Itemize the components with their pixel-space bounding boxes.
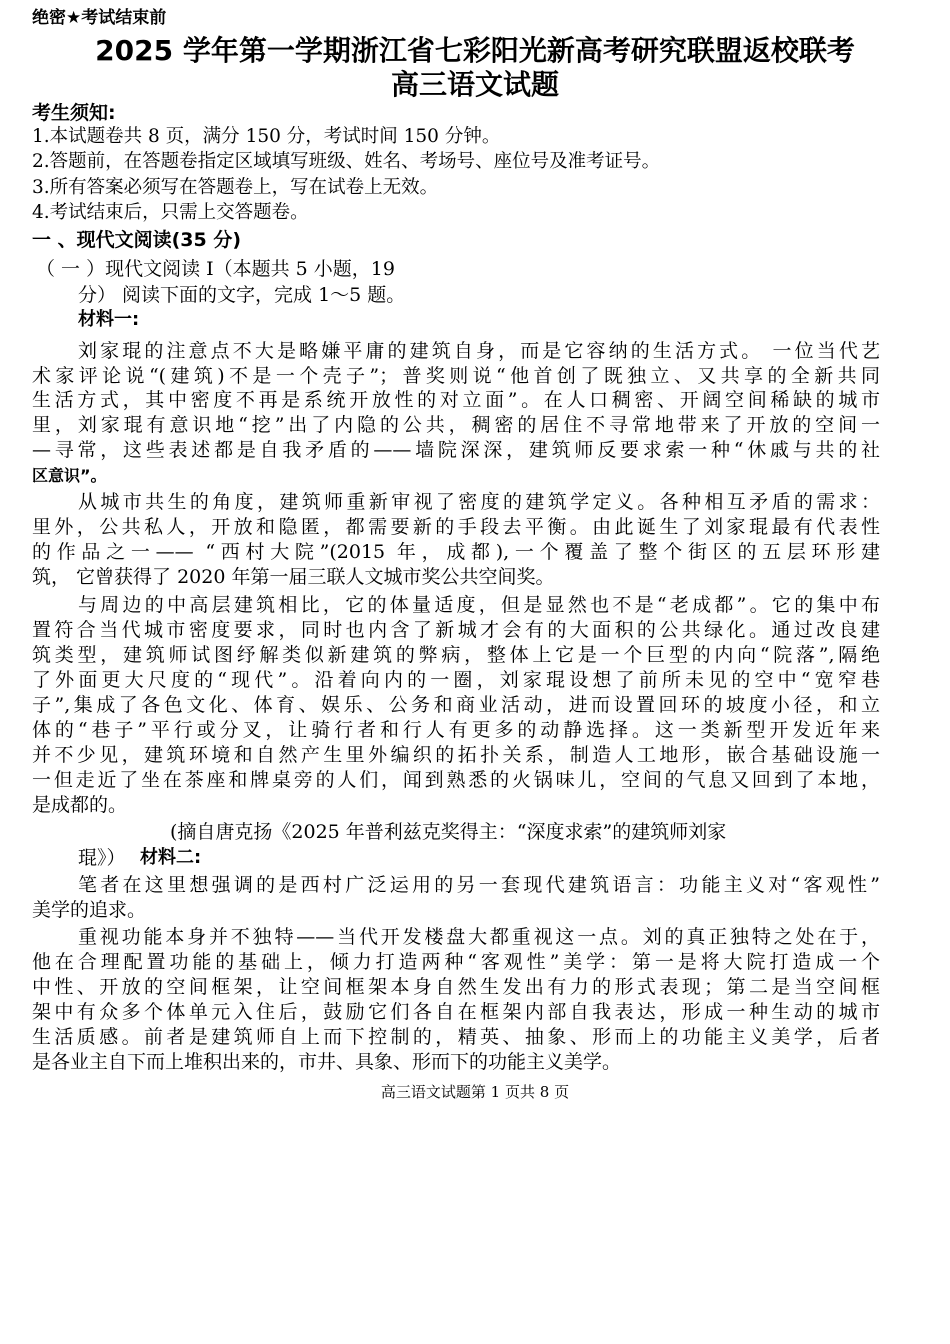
paragraph-line: 筑类型，建筑师试图纾解类似新建筑的弊病，整体上它是一个巨型的内向“院落”,隔绝 (32, 644, 880, 666)
material2-label: 材料二: (140, 847, 202, 868)
paragraph-line: —寻常，这些表述都是自我矛盾的——墙院深深，建筑师反要求索一种“休戚与共的社 (32, 439, 880, 461)
paragraph-line: 美学的追求。 (32, 899, 147, 921)
paragraph-line: 是成都的。 (32, 794, 128, 816)
paragraph-line: 从城市共生的角度，建筑师重新审视了密度的建筑学定义。各种相互矛盾的需求： (78, 491, 880, 513)
paragraph-line: 他在合理配置功能的基础上，倾力打造两种“客观性”美学：第一是将大院打造成一个 (32, 951, 880, 973)
paragraph-line: 刘家琨的注意点不大是略嫌平庸的建筑自身，而是它容纳的生活方式。 一位当代艺 (78, 340, 880, 362)
material1-label: 材料一: (78, 309, 140, 330)
paragraph-line: 生活方式，其中密度不再是系统开放性的对立面”。在人口稠密、开阔空间稀缺的城市 (32, 389, 880, 411)
paragraph-line: 是各业主自下而上堆积出来的，市井、具象、形而下的功能主义美学。 (32, 1051, 622, 1073)
paragraph-line: 里，刘家琨有意识地“挖”出了内隐的公共，稠密的居住不寻常地带来了开放的空间一 (32, 414, 880, 436)
paragraph-line: 体的“巷子”平行或分叉，让骑行者和行人有更多的动静选择。这一类新型开发近年来 (32, 719, 880, 741)
subsection-instruction: 分） 阅读下面的文字，完成 1～5 题。 (78, 284, 406, 306)
paragraph-line: 里外，公共私人，开放和隐匿，都需要新的手段去平衡。由此诞生了刘家琨最有代表性 (32, 516, 880, 538)
paragraph-line: 笔者在这里想强调的是西村广泛运用的另一套现代建筑语言：功能主义对“客观性” (78, 874, 880, 896)
paragraph-line: 子”,集成了各色文化、体育、娱乐、公务和商业活动，进而设置回环的坡度小径，和立 (32, 694, 880, 716)
paragraph-line: 一但走近了坐在茶座和牌桌旁的人们，闻到熟悉的火锅味儿，空间的气息又回到了本地， (32, 769, 880, 791)
source-citation: (摘自唐克扬《2025 年普利兹克奖得主：“深度求索”的建筑师刘家 (170, 821, 727, 843)
paragraph-line: 置符合当代城市密度要求，同时也内含了新城才会有的大面积的公共绿化。通过改良建 (32, 619, 880, 641)
exam-subtitle: 高三语文试题 (390, 68, 559, 101)
notice-item: 2.答题前，在答题卷指定区域填写班级、姓名、考场号、座位号及准考证号。 (32, 151, 661, 172)
exam-title: 2025 学年第一学期浙江省七彩阳光新高考研究联盟返校联考 (95, 34, 855, 67)
page-footer: 高三语文试题第 1 页共 8 页 (380, 1083, 570, 1101)
paragraph-line: 中性、开放的空间框架，让空间框架本身自然生发出有力的形式表现；第二是当空间框 (32, 976, 880, 998)
paragraph-line: 并不少见，建筑环境和自然产生里外编织的拓扑关系，制造人工地形，嵌合基础设施一 (32, 744, 880, 766)
notice-item: 4.考试结束后，只需上交答题卷。 (32, 202, 309, 223)
source-citation-end: 琨》） (78, 847, 126, 869)
paragraph-line: 重视功能本身并不独特——当代开发楼盘大都重视这一点。刘的真正独特之处在于， (78, 926, 880, 948)
paragraph-line: 了外面更大尺度的“现代”。沿着向内的一圈，刘家琨设想了前所未见的空中“宽窄巷 (32, 669, 880, 691)
notice-item: 1.本试题卷共 8 页，满分 150 分，考试时间 150 分钟。 (32, 126, 501, 147)
paragraph-line: 筑， 它曾获得了 2020 年第一届三联人文城市奖公共空间奖。 (32, 566, 555, 588)
paragraph-line: 与周边的中高层建筑相比，它的体量适度，但是显然也不是“老成都”。它的集中布 (78, 594, 880, 616)
paragraph-line: 区意识”。 (32, 466, 107, 485)
paragraph-line: 架中有众多个体单元入住后，鼓励它们各自在框架内部自我表达，形成一种生动的城市 (32, 1001, 880, 1023)
confidential-label: 绝密★考试结束前 (32, 8, 167, 28)
paragraph-line: 术家评论说“(建筑)不是一个壳子”；普奖则说“他首创了既独立、又共享的全新共同 (32, 365, 880, 387)
subsection-heading: （ 一 ）现代文阅读 I（本题共 5 小题，19 (36, 258, 395, 280)
paragraph-line: 的作品之一—— “西村大院”(2015 年，成都),一个覆盖了整个街区的五层环形建 (32, 541, 880, 563)
section-heading: 一 、现代文阅读(35 分) (32, 229, 242, 251)
paragraph-line: 生活质感。前者是建筑师自上而下控制的，精英、抽象、形而上的功能主义美学，后者 (32, 1026, 880, 1048)
notice-heading: 考生须知: (32, 102, 116, 124)
notice-item: 3.所有答案必须写在答题卷上，写在试卷上无效。 (32, 177, 439, 198)
